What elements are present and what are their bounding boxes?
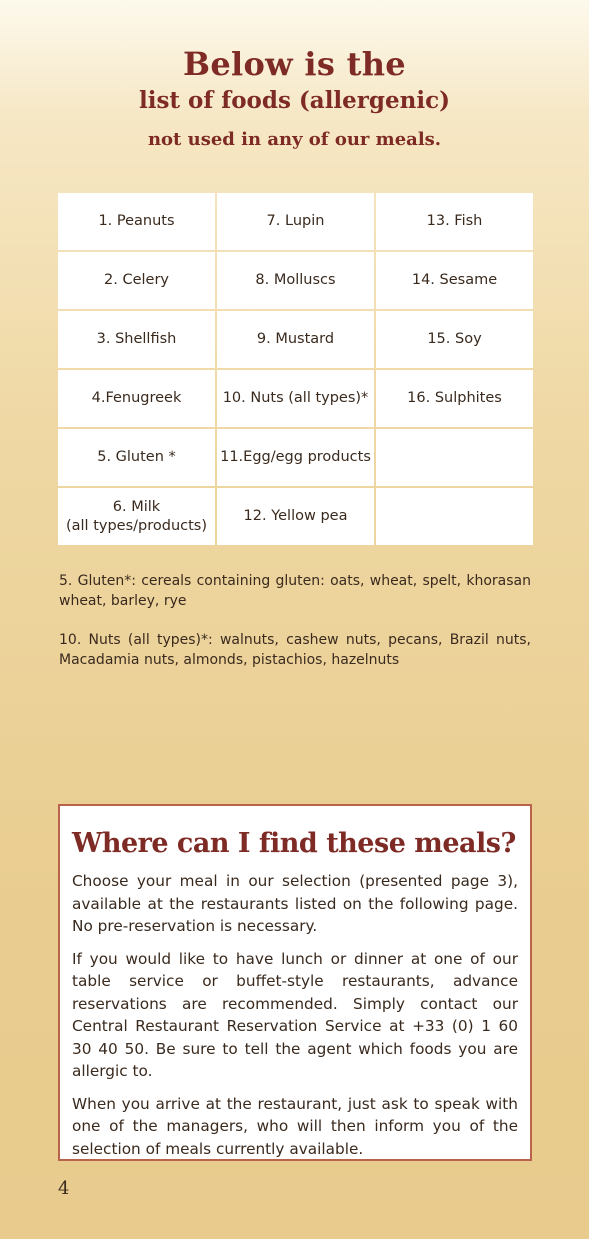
page-heading — [0, 44, 589, 152]
allergen-cell: 5. Gluten * — [58, 429, 215, 486]
allergen-cell: 11.Egg/egg products — [217, 429, 374, 486]
allergen-cell: 12. Yellow pea — [217, 488, 374, 545]
heading-line-2: list of foods (allergenic) — [139, 87, 450, 114]
allergen-cell: 14. Sesame — [376, 252, 533, 309]
allergen-cell-empty — [376, 429, 533, 486]
allergen-cell: 13. Fish — [376, 193, 533, 250]
info-paragraph: Choose your meal in our selection (presented page 3), available at the restaurants listed on the following page. No pre-reservation is necessary. — [72, 872, 518, 935]
allergen-cell: 2. Celery — [58, 252, 215, 309]
allergen-cell: 8. Molluscs — [217, 252, 374, 309]
heading-line-3: not used in any of our meals. — [147, 129, 442, 150]
info-box — [58, 804, 532, 1161]
info-paragraph: When you arrive at the restaurant, just ask to speak with one of the managers, who will then inform you of the selection of meals currently available. — [72, 1094, 518, 1158]
page-number: 4 — [58, 1178, 70, 1199]
allergen-cell-empty — [376, 488, 533, 545]
allergen-cell: 1. Peanuts — [58, 193, 215, 250]
allergen-cell: 3. Shellfish — [58, 311, 215, 368]
gluten-footnote: 5. Gluten*: cereals containing gluten: oats, wheat, spelt, khorasan wheat, barley, rye — [59, 573, 531, 609]
footnotes — [59, 571, 531, 670]
allergen-cell: 4.Fenugreek — [58, 370, 215, 427]
allergen-cell: 10. Nuts (all types)* — [217, 370, 374, 427]
info-box-title: Where can I find these meals? — [72, 828, 516, 859]
heading-line-1: Below is the — [183, 45, 406, 83]
allergen-cell: 15. Soy — [376, 311, 533, 368]
allergen-cell: 6. Milk (all types/products) — [58, 488, 215, 545]
allergen-table — [58, 193, 532, 549]
nuts-footnote: 10. Nuts (all types)*: walnuts, cashew nuts, pecans, Brazil nuts, Macadamia nuts, almonds, pistachios, hazelnuts — [59, 632, 531, 668]
allergen-cell: 7. Lupin — [217, 193, 374, 250]
allergen-cell: 9. Mustard — [217, 311, 374, 368]
allergen-cell: 16. Sulphites — [376, 370, 533, 427]
info-paragraph: If you would like to have lunch or dinner at one of our table service or buffet-style restaurants, advance reservations are recommended. Simply contact our Central Restaurant Reservation Service at +33 (0) 1 60 30 40 50. Be sure to tell the agent which foods you are allergic to. — [72, 949, 518, 1080]
